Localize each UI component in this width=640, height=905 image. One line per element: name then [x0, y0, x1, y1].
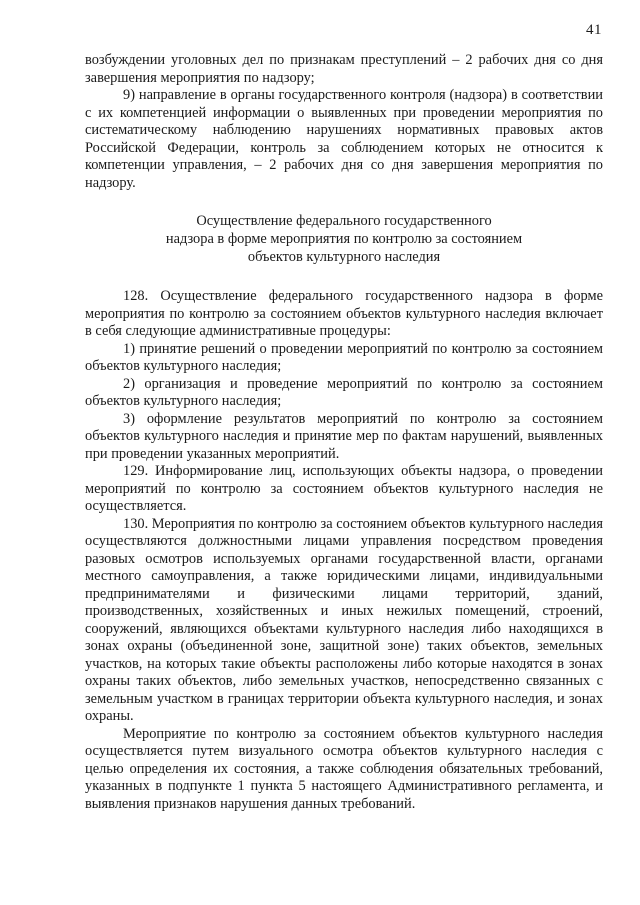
section-heading-line: надзора в форме мероприятия по контролю за состоянием: [165, 231, 523, 247]
paragraph-128-item-2: 2) организация и проведение мероприятий по контролю за состоянием объектов культурного наследия;: [85, 375, 603, 409]
section-heading-line: объектов культурного наследия: [247, 249, 441, 265]
section-heading: [85, 212, 603, 266]
paragraph-128-item-3: 3) оформление результатов мероприятий по контролю за состоянием объектов культурного наследия и принятие мер по фактам нарушений, выявленных при проведении указанных мероприятий.: [85, 410, 603, 462]
document-body: [85, 52, 603, 813]
paragraph-item-9: 9) направление в органы государственного контроля (надзора) в соответствии с их компетенцией информации о выявленных при проведении мероприятия по систематическому наблюдению нарушениях нормативных правовых актов Российской Федерации, контроль за соблюдением которых не относится к компетенции управления, – 2 рабочих дня со дня завершения мероприятия по надзору.: [85, 87, 603, 191]
section-heading-line: Осуществление федерального государственного: [196, 213, 492, 229]
page-number: 41: [586, 22, 602, 38]
paragraph-continuation: возбуждении уголовных дел по признакам преступлений – 2 рабочих дня со дня завершения мероприятия по надзору;: [85, 52, 603, 86]
paragraph-130: 130. Мероприятия по контролю за состоянием объектов культурного наследия осуществляются должностными лицами управления посредством проведения разовых осмотров используемых органами государственной власти, органами местного самоуправления, а также юридическими лицами, индивидуальными предпринимателями и физическими лицами территорий, зданий, производственных, хозяйственных и иных нежилых помещений, строений, сооружений, являющихся объектами культурного наследия либо находящихся в зонах охраны (объединенной зоне, защитной зоне) таких объектов, земельных участков, на которых такие объекты расположены либо которые находятся в зонах охраны таких объектов, либо земельных участков, непосредственно связанных с земельным участком в границах территории объекта культурного наследия, и зонах охраны.: [85, 515, 603, 724]
paragraph-129: 129. Информирование лиц, использующих объекты надзора, о проведении мероприятий по контролю за состоянием объектов культурного наследия не осуществляется.: [85, 463, 603, 514]
paragraph-128-item-1: 1) принятие решений о проведении мероприятий по контролю за состоянием объектов культурного наследия;: [85, 340, 603, 374]
paragraph-128: 128. Осуществление федерального государственного надзора в форме мероприятия по контролю за состоянием объектов культурного наследия включает в себя следующие административные процедуры:: [85, 288, 603, 339]
paragraph-130-continued: Мероприятие по контролю за состоянием объектов культурного наследия осуществляется путем визуального осмотра объектов культурного наследия с целью определения их состояния, а также соблюдения обязательных требований, указанных в подпункте 1 пункта 5 настоящего Административного регламента, и выявления признаков нарушения данных требований.: [85, 725, 603, 812]
